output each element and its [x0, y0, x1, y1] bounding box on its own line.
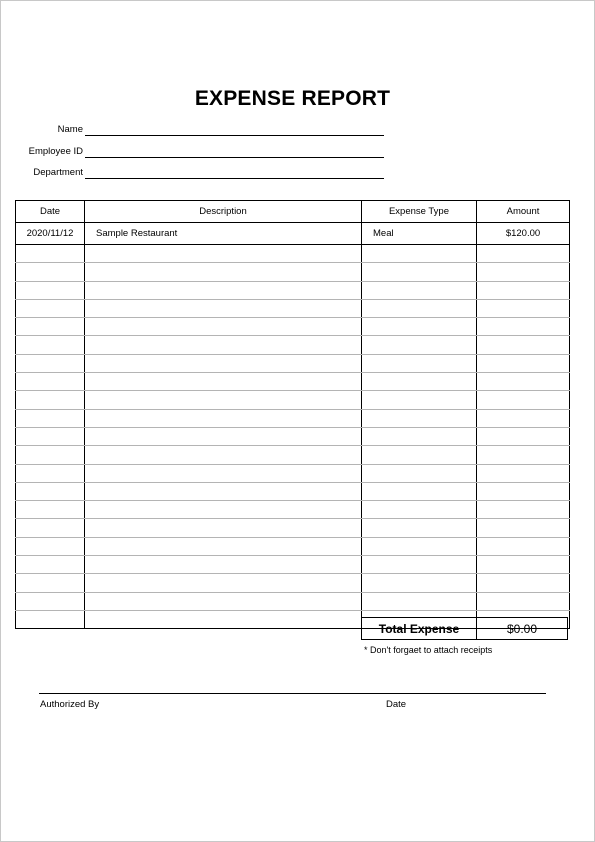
cell-amount[interactable] — [477, 537, 570, 555]
total-expense-label: Total Expense — [362, 618, 477, 639]
cell-date[interactable] — [16, 391, 85, 409]
cell-amount[interactable]: $120.00 — [477, 223, 570, 245]
cell-description[interactable] — [85, 592, 362, 610]
table-row — [16, 556, 570, 574]
name-field[interactable] — [85, 135, 384, 136]
cell-description[interactable] — [85, 610, 362, 628]
employee-id-field[interactable] — [85, 157, 384, 158]
cell-amount[interactable] — [477, 318, 570, 336]
table-header-row — [16, 201, 570, 223]
page-title: EXPENSE REPORT — [194, 87, 391, 110]
cell-expense-type[interactable] — [362, 519, 477, 537]
cell-amount[interactable] — [477, 263, 570, 281]
cell-expense-type[interactable] — [362, 318, 477, 336]
cell-description[interactable] — [85, 556, 362, 574]
cell-date[interactable] — [16, 592, 85, 610]
table-row — [16, 373, 570, 391]
column-header-description: Description — [85, 201, 362, 223]
column-header-date: Date — [16, 201, 85, 223]
cell-expense-type[interactable] — [362, 409, 477, 427]
cell-expense-type[interactable] — [362, 446, 477, 464]
total-expense-box — [361, 617, 568, 640]
cell-expense-type[interactable] — [362, 537, 477, 555]
total-expense-value: $0.00 — [506, 621, 538, 636]
column-header-amount: Amount — [477, 201, 570, 223]
table-row — [16, 299, 570, 317]
cell-amount[interactable] — [477, 336, 570, 354]
cell-expense-type[interactable] — [362, 464, 477, 482]
cell-description[interactable] — [85, 281, 362, 299]
cell-description[interactable] — [85, 318, 362, 336]
cell-description[interactable] — [85, 245, 362, 263]
table-row — [16, 446, 570, 464]
cell-expense-type[interactable] — [362, 427, 477, 445]
cell-description[interactable] — [85, 574, 362, 592]
table-row — [16, 223, 570, 245]
cell-date[interactable] — [16, 556, 85, 574]
expense-table — [15, 200, 570, 629]
cell-expense-type[interactable] — [362, 501, 477, 519]
table-row — [16, 318, 570, 336]
cell-description[interactable] — [85, 464, 362, 482]
cell-expense-type[interactable] — [362, 592, 477, 610]
cell-description[interactable] — [85, 263, 362, 281]
cell-date[interactable] — [16, 281, 85, 299]
table-body — [16, 223, 570, 629]
column-header-expense-type: Expense Type — [362, 201, 477, 223]
table-row — [16, 501, 570, 519]
receipt-note: * Don't forgaet to attach receipts — [364, 645, 493, 655]
table-row — [16, 464, 570, 482]
cell-amount[interactable] — [477, 299, 570, 317]
table-row — [16, 427, 570, 445]
cell-description[interactable] — [85, 537, 362, 555]
table-row — [16, 592, 570, 610]
cell-date[interactable] — [16, 318, 85, 336]
cell-description[interactable] — [85, 391, 362, 409]
cell-date[interactable] — [16, 574, 85, 592]
cell-description[interactable]: Sample Restaurant — [85, 223, 362, 245]
cell-amount[interactable] — [477, 592, 570, 610]
cell-expense-type[interactable] — [362, 354, 477, 372]
cell-expense-type[interactable] — [362, 263, 477, 281]
cell-date[interactable] — [16, 263, 85, 281]
cell-date[interactable] — [16, 299, 85, 317]
cell-amount[interactable] — [477, 281, 570, 299]
cell-description[interactable] — [85, 409, 362, 427]
department-label: Department — [33, 167, 83, 178]
table-row — [16, 409, 570, 427]
cell-expense-type[interactable] — [362, 281, 477, 299]
cell-description[interactable] — [85, 336, 362, 354]
cell-amount[interactable] — [477, 446, 570, 464]
authorized-by-label: Authorized By — [40, 699, 100, 710]
cell-expense-type[interactable] — [362, 245, 477, 263]
cell-description[interactable] — [85, 299, 362, 317]
cell-description[interactable] — [85, 446, 362, 464]
cell-date[interactable] — [16, 446, 85, 464]
cell-date[interactable] — [16, 354, 85, 372]
authorization-signature-line[interactable] — [39, 693, 546, 694]
employee-id-label: Employee ID — [28, 146, 83, 157]
cell-date[interactable] — [16, 336, 85, 354]
cell-expense-type[interactable] — [362, 336, 477, 354]
cell-date[interactable] — [16, 501, 85, 519]
cell-expense-type[interactable] — [362, 373, 477, 391]
cell-expense-type[interactable] — [362, 482, 477, 500]
cell-expense-type[interactable] — [362, 556, 477, 574]
cell-amount[interactable] — [477, 556, 570, 574]
table-row — [16, 245, 570, 263]
cell-amount[interactable] — [477, 245, 570, 263]
cell-date[interactable] — [16, 482, 85, 500]
cell-date[interactable] — [16, 464, 85, 482]
table-row — [16, 336, 570, 354]
cell-amount[interactable] — [477, 373, 570, 391]
cell-expense-type[interactable]: Meal — [362, 223, 477, 245]
cell-amount[interactable] — [477, 391, 570, 409]
table-row — [16, 519, 570, 537]
authorization-date-label: Date — [386, 699, 407, 710]
cell-amount[interactable] — [477, 519, 570, 537]
cell-amount[interactable] — [477, 501, 570, 519]
table-row — [16, 354, 570, 372]
cell-description[interactable] — [85, 519, 362, 537]
cell-date[interactable] — [16, 373, 85, 391]
cell-description[interactable] — [85, 501, 362, 519]
table-row — [16, 263, 570, 281]
table-row — [16, 391, 570, 409]
cell-expense-type[interactable] — [362, 299, 477, 317]
name-label: Name — [57, 124, 83, 135]
table-row — [16, 281, 570, 299]
table-row — [16, 482, 570, 500]
cell-amount[interactable] — [477, 354, 570, 372]
cell-date[interactable] — [16, 245, 85, 263]
cell-amount[interactable] — [477, 427, 570, 445]
cell-amount[interactable] — [477, 409, 570, 427]
cell-date[interactable] — [16, 409, 85, 427]
cell-expense-type[interactable] — [362, 574, 477, 592]
cell-date[interactable] — [16, 610, 85, 628]
cell-description[interactable] — [85, 427, 362, 445]
cell-expense-type[interactable] — [362, 391, 477, 409]
cell-date[interactable] — [16, 537, 85, 555]
cell-description[interactable] — [85, 482, 362, 500]
table-row — [16, 574, 570, 592]
cell-amount[interactable] — [477, 574, 570, 592]
cell-amount[interactable] — [477, 482, 570, 500]
cell-date[interactable] — [16, 427, 85, 445]
cell-description[interactable] — [85, 373, 362, 391]
cell-description[interactable] — [85, 354, 362, 372]
cell-date[interactable] — [16, 519, 85, 537]
table-row — [16, 537, 570, 555]
department-field[interactable] — [85, 178, 384, 179]
cell-date[interactable]: 2020/11/12 — [16, 223, 85, 245]
cell-amount[interactable] — [477, 464, 570, 482]
